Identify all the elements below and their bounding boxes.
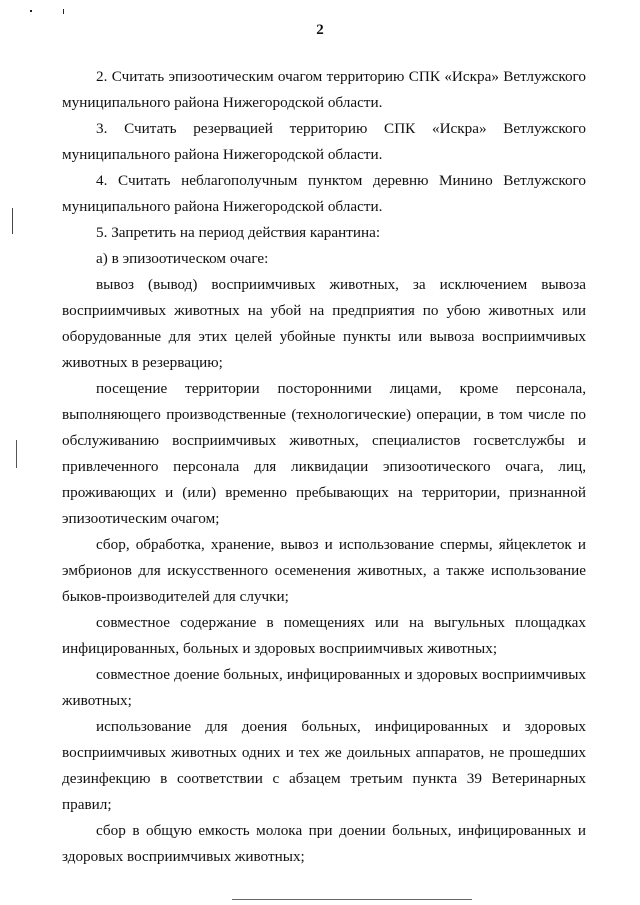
paragraph-export-ban: вывоз (вывод) восприимчивых животных, за исключением вывоза восприимчивых животных на убой на предприятия по убою животных или оборудованные для этих целей убойные пункты или вывоза восприимчивых животных в резервацию; — [62, 276, 586, 371]
paragraph-joint-milking-ban: совместное доение больных, инфицированных и здоровых восприимчивых животных; — [62, 666, 586, 709]
scan-artifact-left-bar-2 — [16, 440, 17, 468]
document-body — [62, 64, 586, 870]
paragraph-item-2: 2. Считать эпизоотическим очагом территорию СПК «Искра» Ветлужского муниципального района Нижегородской области. — [62, 68, 586, 111]
paragraph-joint-keeping-ban: совместное содержание в помещениях или на выгульных площадках инфицированных, больных и здоровых восприимчивых животных; — [62, 614, 586, 657]
scan-artifact-tick — [63, 9, 64, 14]
paragraph-item-4: 4. Считать неблагополучным пунктом деревню Минино Ветлужского муниципального района Нижегородской области. — [62, 172, 586, 215]
page-number: 2 — [316, 22, 324, 38]
scan-artifact-bottom-line — [232, 899, 472, 900]
paragraph-item-3: 3. Считать резервацией территорию СПК «Искра» Ветлужского муниципального района Нижегородской области. — [62, 120, 586, 163]
paragraph-milking-equipment-ban: использование для доения больных, инфицированных и здоровых восприимчивых животных одних и тех же доильных аппаратов, не прошедших дезинфекцию в соответствии с абзацем третьим пункта 39 Ветеринарных правил; — [62, 718, 586, 813]
paragraph-item-5: 5. Запретить на период действия карантина: — [96, 224, 381, 241]
scan-artifact-dot — [30, 10, 32, 12]
paragraph-subitem-a: а) в эпизоотическом очаге: — [96, 250, 269, 267]
scan-artifact-left-bar-1 — [12, 208, 13, 234]
paragraph-milk-collection-ban: сбор в общую емкость молока при доении больных, инфицированных и здоровых восприимчивых животных; — [62, 822, 586, 865]
paragraph-visit-ban: посещение территории посторонними лицами, кроме персонала, выполняющего производственные (технологические) операции, в том числе по обслуживанию восприимчивых животных, специалистов госветслужбы и привлеченного персонала для ликвидации эпизоотического очага, лиц, проживающих и (или) временно пребывающих на территории, признанной эпизоотическим очагом; — [62, 380, 586, 527]
paragraph-semen-ban: сбор, обработка, хранение, вывоз и использование спермы, яйцеклеток и эмбрионов для искусственного осеменения животных, а также использование быков-производителей для случки; — [62, 536, 586, 605]
